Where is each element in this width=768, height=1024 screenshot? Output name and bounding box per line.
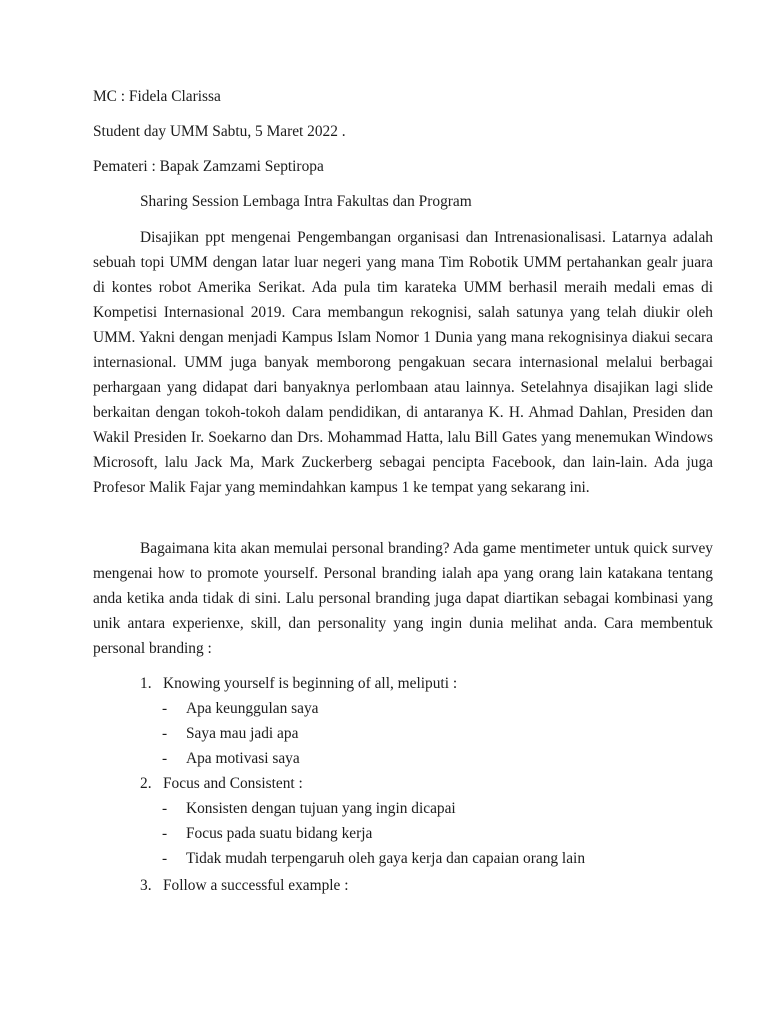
sub-item-text: Apa keunggulan saya: [186, 700, 319, 717]
sub-item-text: Saya mau jadi apa: [186, 725, 299, 742]
list-item-3: [140, 876, 349, 896]
sub-item: [162, 849, 585, 869]
sub-item: [162, 724, 298, 744]
sub-item-text: Konsisten dengan tujuan yang ingin dicapai: [186, 800, 456, 817]
sub-item: [162, 799, 456, 819]
dash-bullet: -: [162, 725, 168, 742]
dash-bullet: -: [162, 850, 168, 867]
list-number: 3.: [140, 877, 152, 894]
event-line: Student day UMM Sabtu, 5 Maret 2022 .: [93, 123, 346, 140]
paragraph-1: Disajikan ppt mengenai Pengembangan organisasi dan Intrenasionalisasi. Latarnya adalah sebuah topi UMM dengan latar luar negeri yang mana Tim Robotik UMM pertahankan gealr juara di kontes robot Amerika Serikat. Ada pula tim karateka UMM berhasil meraih medali emas di Kompetisi Internasional 2019. Cara membangun rekognisi, salah satunya yang telah diukir oleh UMM. Yakni dengan menjadi Kampus Islam Nomor 1 Dunia yang mana rekognisinya diakui secara internasional. UMM juga banyak memborong pengakuan secara internasional melalui berbagai perhargaan yang didapat dari banyaknya perlombaan atau lainnya. Setelahnya disajikan lagi slide berkaitan dengan tokoh-tokoh dalam pendidikan, di antaranya K. H. Ahmad Dahlan, Presiden dan Wakil Presiden Ir. Soekarno dan Drs. Mohammad Hatta, lalu Bill Gates yang menemukan Windows Microsoft, lalu Jack Ma, Mark Zuckerberg sebagai pencipta Facebook, dan lain-lain. Ada juga Profesor Malik Fajar yang memindahkan kampus 1 ke tempat yang sekarang ini.: [93, 229, 713, 496]
mc-line: MC : Fidela Clarissa: [93, 88, 221, 105]
sub-item: [162, 824, 372, 844]
session-title: Sharing Session Lembaga Intra Fakultas dan Program: [140, 193, 472, 210]
dash-bullet: -: [162, 750, 168, 767]
list-item-1: [140, 674, 457, 694]
list-item-text: Follow a successful example :: [163, 877, 349, 894]
list-item-2: [140, 774, 303, 794]
sub-item-text: Apa motivasi saya: [186, 750, 300, 767]
paragraph-2: Bagaimana kita akan memulai personal branding? Ada game mentimeter untuk quick survey mengenai how to promote yourself. Personal branding ialah apa yang orang lain katakana tentang anda ketika anda tidak di sini. Lalu personal branding juga dapat diartikan sebagai kombinasi yang unik antara experienxe, skill, dan personality yang ingin dunia melihat anda. Cara membentuk personal branding :: [93, 540, 713, 657]
sub-item: [162, 749, 300, 769]
dash-bullet: -: [162, 700, 168, 717]
list-number: 1.: [140, 675, 152, 692]
dash-bullet: -: [162, 800, 168, 817]
list-item-text: Knowing yourself is beginning of all, meliputi :: [163, 675, 458, 692]
sub-item-text: Tidak mudah terpengaruh oleh gaya kerja dan capaian orang lain: [186, 850, 586, 867]
list-number: 2.: [140, 775, 152, 792]
sub-item: [162, 699, 319, 719]
dash-bullet: -: [162, 825, 168, 842]
speaker-line: Pemateri : Bapak Zamzami Septiropa: [93, 158, 324, 175]
list-item-text: Focus and Consistent :: [163, 775, 303, 792]
sub-item-text: Focus pada suatu bidang kerja: [186, 825, 373, 842]
